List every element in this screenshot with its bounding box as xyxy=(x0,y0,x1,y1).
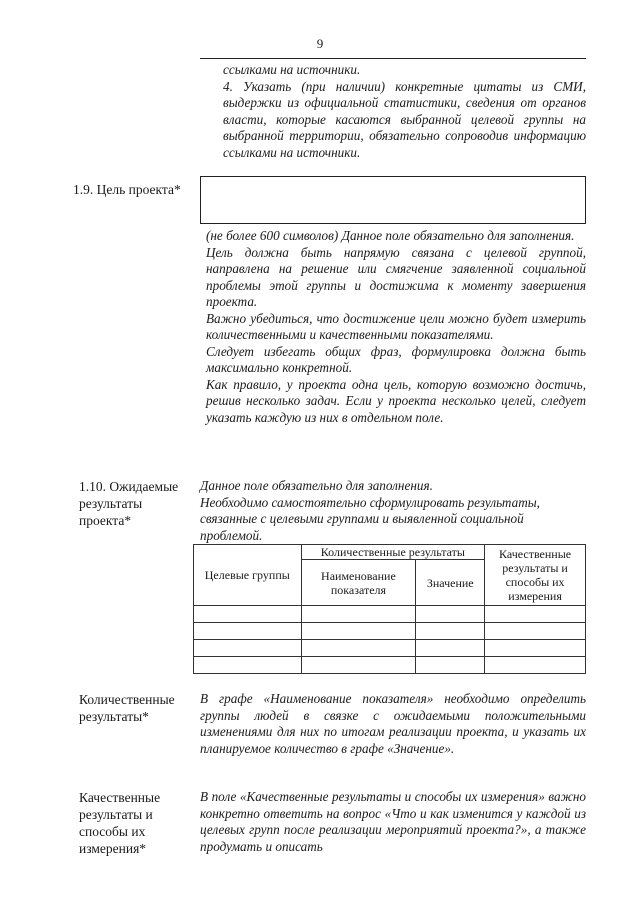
intro-line-1: ссылками на источники. xyxy=(223,62,361,77)
col-group-quantitative: Количественные результаты xyxy=(301,545,485,560)
quant-label: Количественные результаты* xyxy=(79,692,175,724)
table-cell[interactable] xyxy=(194,657,302,674)
intro-text xyxy=(223,62,586,161)
goal-paragraph-3: Важно убедиться, что достижение цели можно будет измерить количественными и качественными показателями. xyxy=(206,310,586,342)
table-cell[interactable] xyxy=(485,606,586,623)
table-cell[interactable] xyxy=(416,640,485,657)
table-cell[interactable] xyxy=(301,640,416,657)
goal-paragraph-4: Следует избегать общих фраз, формулировка должна быть максимально конкретной. xyxy=(206,343,586,375)
col-indicator-name: Наименование показателя xyxy=(301,560,416,606)
table-cell[interactable] xyxy=(194,606,302,623)
expected-instructions xyxy=(200,478,586,544)
qual-text: В поле «Качественные результаты и способы их измерения» важно конкретно ответить на вопрос «Что и как изменится у каждой из целевых групп после реализации мероприятий проекта?», а также продумать и описать xyxy=(200,789,586,854)
page-number: 9 xyxy=(316,36,324,51)
table-cell[interactable] xyxy=(301,623,416,640)
table-cell[interactable] xyxy=(485,657,586,674)
col-qualitative: Качественные результаты и способы их измерения xyxy=(485,545,586,606)
table-cell[interactable] xyxy=(485,623,586,640)
goal-paragraph-1: (не более 600 символов) Данное поле обязательно для заполнения. xyxy=(206,228,575,243)
top-rule xyxy=(200,58,586,59)
table-cell[interactable] xyxy=(416,623,485,640)
table-row xyxy=(194,606,586,623)
table-cell[interactable] xyxy=(485,640,586,657)
goal-label: 1.9. Цель проекта* xyxy=(73,182,181,197)
expected-paragraph-2: Необходимо самостоятельно сформулировать результаты, связанные с целевыми группами и выявленной социальной проблемой. xyxy=(200,494,540,543)
goal-input-box[interactable] xyxy=(200,176,586,224)
table-cell[interactable] xyxy=(194,623,302,640)
results-table xyxy=(193,544,586,674)
intro-line-2: 4. Указать (при наличии) конкретные цитаты из СМИ, выдержки из официальной статистики, сведения от органов власти, которые касаются выбранной целевой группы на выбранной территории, обязательно сопроводив информацию ссылками на источники. xyxy=(223,78,586,160)
expected-paragraph-1: Данное поле обязательно для заполнения. xyxy=(200,478,433,493)
table-row xyxy=(194,640,586,657)
expected-label: 1.10. Ожидаемые результаты проекта* xyxy=(79,479,179,528)
table-cell[interactable] xyxy=(301,606,416,623)
quant-text: В графе «Наименование показателя» необходимо определить группы людей в связке с ожидаемыми положительными изменениями для них по итогам реализации проекта, и указать их планируемое количество в графе «Значение». xyxy=(200,691,586,756)
qual-label: Качественные результаты и способы их измерения* xyxy=(79,790,161,856)
table-cell[interactable] xyxy=(194,640,302,657)
goal-paragraph-5: Как правило, у проекта одна цель, которую возможно достичь, решив несколько задач. Если у проекта несколько целей, следует указать каждую из них в отдельном поле. xyxy=(206,376,586,425)
col-target-groups: Целевые группы xyxy=(194,545,302,606)
col-value: Значение xyxy=(416,560,485,606)
goal-instructions xyxy=(206,228,586,426)
table-cell[interactable] xyxy=(301,657,416,674)
table-row xyxy=(194,623,586,640)
table-cell[interactable] xyxy=(416,606,485,623)
table-cell[interactable] xyxy=(416,657,485,674)
table-row xyxy=(194,657,586,674)
goal-paragraph-2: Цель должна быть напрямую связана с целевой группой, направлена на решение или смягчение заявленной социальной проблемы этой группы и достижима к моменту завершения проекта. xyxy=(206,244,586,309)
